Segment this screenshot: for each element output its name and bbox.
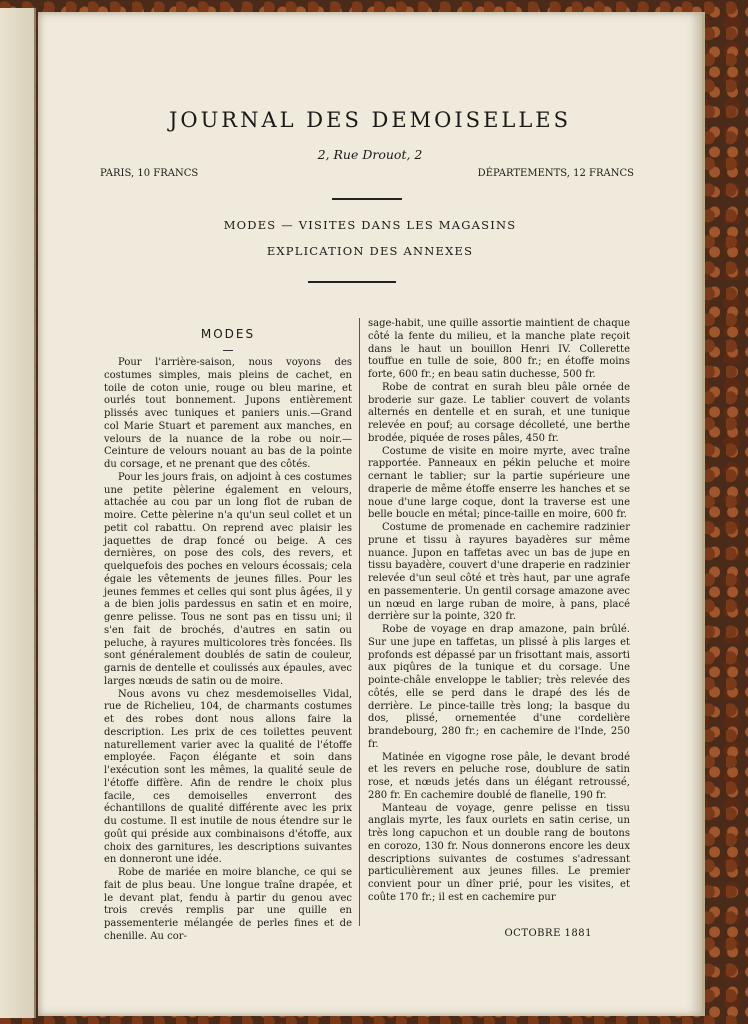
column-divider (359, 318, 360, 926)
section-subtitle-1: MODES — VISITES DANS LES MAGASINS (223, 218, 517, 232)
paragraph: Robe de contrat en surah bleu pâle ornée de broderie sur gaze. Le tablier couvert de volants alternés en dentelle et en surah, et une tunique relevée en pouf; au corsage décolleté, une berthe brodée, piquée de roses pâles, 450 fr. (368, 381, 630, 444)
paragraph: Matinée en vigogne rose pâle, le devant brodé et les revers en peluche rose, doublure de satin rose, et nœuds jetés dans un élégant retroussé, 280 fr. En cachemire doublé de flanelle, 190 fr. (368, 751, 630, 801)
paragraph: Robe de voyage en drap amazone, pain brûlé. Sur une jupe en taffetas, un plissé à plis larges et profonds est dépassé par un frisottant mais, assorti aux piqûres de la tunique et du corsage. Une pointe-châle enveloppe le tablier; très relevée des côtés, elle se perd dans le drapé des lés de derrière. Le pince-taille très long; la basque du dos, plissé, ornementée d'une cordelière brandebourg, 280 fr.; en cachemire de l'Inde, 250 fr. (368, 624, 630, 750)
price-departements: DÉPARTEMENTS, 12 FRANCS (477, 168, 634, 179)
paragraph: Costume de promenade en cachemire radzinier prune et tissu à rayures bayadères sur même nuance. Jupon en taffetas avec un bas de jupe en tissu bayadère, couvert d'une draperie en radzinier relevée d'un seul côté et très haut, par une agrafe en passementerie. Un gentil corsage amazone avec un nœud en large ruban de moire, à pans, placé derrière sur la pointe, 320 fr. (368, 522, 630, 623)
paragraph: Pour l'arrière-saison, nous voyons des costumes simples, mais pleins de cachet, en toile de coton unie, rouge ou bleu marine, et ourlés tout bonnement. Jupons entièrement plissés avec tuniques et paniers unis.—Grand col Marie Stuart et parement aux manches, en velours de la nuance de la robe ou noir.—Ceinture de velours nouant au bas de la pointe du corsage, et ne prenant que des côtés. (104, 357, 352, 470)
journal-address: 2, Rue Drouot, 2 (317, 147, 423, 162)
right-column (368, 318, 630, 905)
heading-dash (223, 350, 233, 351)
paragraph: Nous avons vu chez mesdemoiselles Vidal, rue de Richelieu, 104, de charmants costumes et des robes dont nous allons faire la description. Les prix de ces toilettes peuvent naturellement varier avec la qualité de l'étoffe employée. Façon élégante et soin dans l'exécution sont les mêmes, la qualité seule de l'étoffe diffère. Afin de rendre le choix plus facile, ces demoiselles enverront des échantillons de qualité différente avec les prix du costume. Il est inutile de nous étendre sur le goût qui préside aux combinaisons d'étoffe, aux choix des garnitures, les descriptions suivantes en donneront une idée. (104, 688, 352, 866)
paragraph: Manteau de voyage, genre pelisse en tissu anglais myrte, les faux ourlets en satin cerise, un très long capuchon et un double rang de boutons en corozo, 130 fr. Nous donnerons encore les deux descriptions suivantes de costumes s'adressant particulièrement aux jeunes filles. Le premier convient pour un dîner prié, pour les visites, et coûte 170 fr.; il est en cachemire pur (368, 802, 630, 903)
journal-title: JOURNAL DES DEMOISELLES (168, 108, 572, 132)
price-paris: PARIS, 10 FRANCS (100, 168, 199, 179)
header-rule (332, 198, 402, 200)
issue-date: OCTOBRE 1881 (504, 928, 592, 939)
left-column (104, 318, 352, 944)
subtitle-rule (308, 281, 396, 283)
paragraph: Robe de mariée en moire blanche, ce qui se fait de plus beau. Une longue traîne drapée, et le devant plat, fendu à partir du genou avec trois crevés remplis par une quille en passementerie mélangée de perles fines et de chenille. Au cor- (104, 867, 352, 942)
paragraph: sage-habit, une quille assortie maintient de chaque côté la fente du milieu, et la manche plate reçoit dans le haut un bouillon Henri IV. Collerette touffue en tulle de soie, 800 fr.; en étoffe moins forte, 600 fr.; en beau satin duchesse, 500 fr. (368, 318, 630, 380)
paragraph: Pour les jours frais, on adjoint à ces costumes une petite pèlerine également en velours, attachée au cou par un long flot de ruban de moire. Cette pèlerine n'a qu'un seul collet et un petit col rabattu. On reprend avec plaisir les jaquettes de drap foncé ou beige. A ces dernières, on pose des cols, des revers, et quelquefois des poches en velours écossais; cela égaie les vêtements de jeunes filles. Pour les jeunes femmes et celles qui sont plus âgées, il y a de bien jolis pardessus en satin et en moire, genre pelisse. Tous ne sont pas en tissu uni; il s'en fait de brochés, d'autres en satin ou peluche, à rayures multicolores très foncées. Ils sont généralement doublés de satin de couleur, garnis de dentelle et coulissés aux épaules, avec larges nœuds de satin ou de moire. (104, 471, 352, 687)
journal-page (38, 12, 705, 1016)
facing-page-edge (0, 8, 36, 1018)
paragraph: Costume de visite en moire myrte, avec traîne rapportée. Panneaux en pékin peluche et moire cernant le tablier; sur la partie supérieure une draperie de même étoffe enserre les hanches et se noue d'une large coque, dont la traverse est une belle boucle en métal; pince-taille en moire, 600 fr. (368, 445, 630, 521)
modes-heading: MODES (200, 327, 256, 341)
section-subtitle-2: EXPLICATION DES ANNEXES (266, 244, 474, 258)
